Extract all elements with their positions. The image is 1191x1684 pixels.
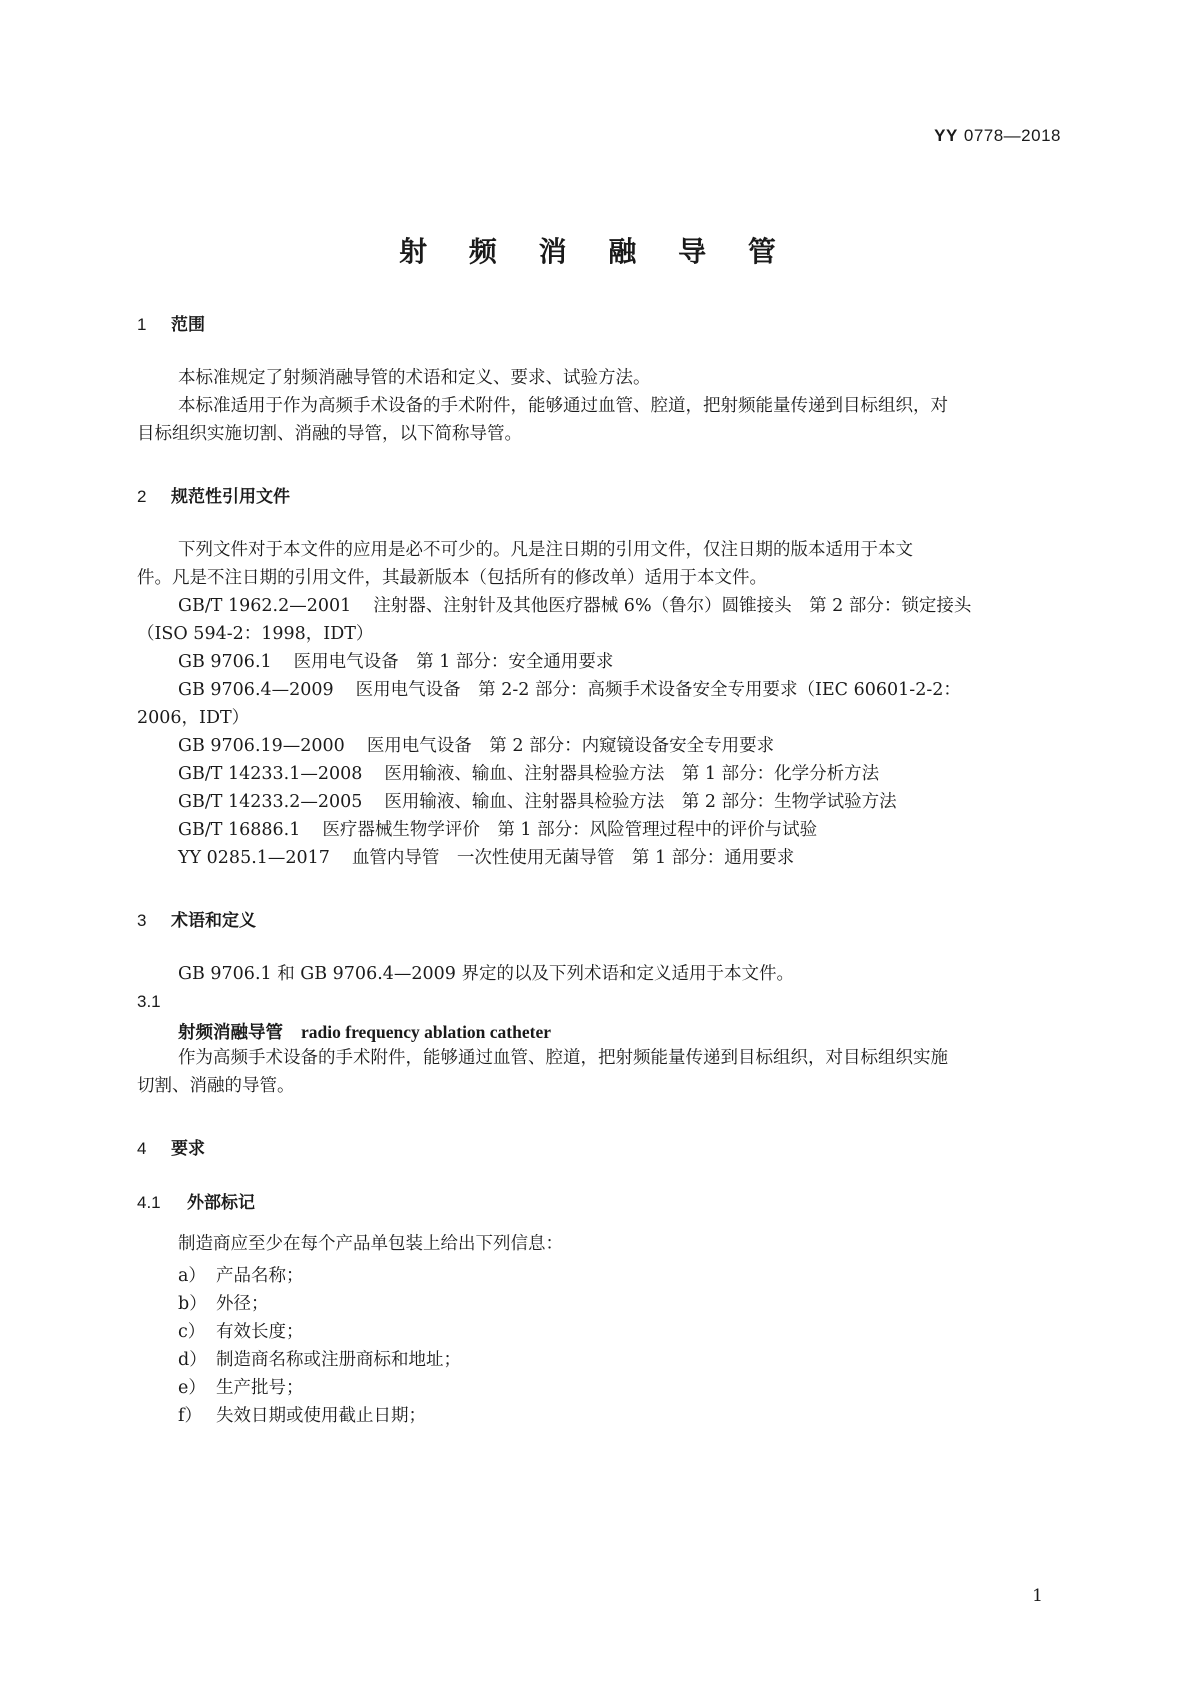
subsection-4-1-number: 4.1 <box>137 1193 161 1212</box>
section-4-number: 4 <box>137 1139 147 1158</box>
list-marker: e） <box>178 1378 206 1398</box>
reference-code: GB/T 14233.2—2005 <box>178 792 363 812</box>
section-1-paragraph-1: 本标准规定了射频消融导管的术语和定义、要求、试验方法。 <box>178 368 651 388</box>
reference-item <box>178 790 897 814</box>
list-item <box>178 1318 304 1343</box>
reference-item <box>178 678 961 702</box>
reference-continuation: （ISO 594-2：1998，IDT） <box>137 624 374 644</box>
list-marker: f） <box>178 1406 202 1426</box>
reference-code: YY 0285.1—2017 <box>178 848 330 868</box>
document-title: 射 频 消 融 导 管 <box>399 235 792 268</box>
list-item <box>178 1262 304 1287</box>
reference-item <box>178 734 774 758</box>
section-3-heading <box>137 906 256 931</box>
reference-title: 医用输液、输血、注射器具检验方法 第 2 部分：生物学试验方法 <box>384 792 897 812</box>
reference-title: 医用电气设备 第 2 部分：内窥镜设备安全专用要求 <box>366 736 775 756</box>
subsection-4-1-heading <box>137 1188 255 1213</box>
reference-code: GB 9706.4—2009 <box>178 680 334 700</box>
section-2-heading <box>137 482 290 507</box>
reference-code: GB 9706.19—2000 <box>178 736 345 756</box>
list-marker: c） <box>178 1322 206 1342</box>
list-item <box>178 1290 269 1315</box>
reference-title: 血管内导管 一次性使用无菌导管 第 1 部分：通用要求 <box>351 848 795 868</box>
list-marker: b） <box>178 1294 207 1314</box>
list-item <box>178 1346 461 1371</box>
term-definition-line-2: 切割、消融的导管。 <box>137 1076 295 1096</box>
term-definition-line-1: 作为高频手术设备的手术附件，能够通过血管、腔道，把射频能量传递到目标组织，对目标组织实施 <box>178 1048 948 1068</box>
reference-item <box>178 650 613 674</box>
list-marker: d） <box>178 1350 207 1370</box>
reference-item <box>178 762 879 786</box>
reference-code: GB/T 16886.1 <box>178 820 301 840</box>
section-3-number: 3 <box>137 911 147 930</box>
reference-item <box>178 594 971 618</box>
section-1-title: 范围 <box>171 315 205 335</box>
standard-number: 0778—2018 <box>963 126 1061 145</box>
section-2-intro-line-1: 下列文件对于本文件的应用是必不可少的。凡是注日期的引用文件，仅注日期的版本适用于本文 <box>178 540 913 560</box>
standard-code <box>934 126 1061 146</box>
list-text: 失效日期或使用截止日期； <box>216 1406 426 1426</box>
section-2-number: 2 <box>137 487 147 506</box>
list-text: 产品名称； <box>216 1266 304 1286</box>
reference-code: GB/T 14233.1—2008 <box>178 764 363 784</box>
list-item <box>178 1402 426 1427</box>
reference-item <box>178 818 817 842</box>
reference-item <box>178 846 794 870</box>
reference-title: 医用输液、输血、注射器具检验方法 第 1 部分：化学分析方法 <box>384 764 880 784</box>
term-heading <box>178 1019 551 1044</box>
list-text: 生产批号； <box>216 1378 304 1398</box>
section-1-number: 1 <box>137 315 147 334</box>
list-item <box>178 1374 304 1399</box>
reference-title: 医疗器械生物学评价 第 1 部分：风险管理过程中的评价与试验 <box>322 820 818 840</box>
list-text: 外径； <box>216 1294 269 1314</box>
page-number: 1 <box>1032 1586 1043 1606</box>
section-4-1-intro: 制造商应至少在每个产品单包装上给出下列信息： <box>178 1234 563 1254</box>
reference-continuation: 2006，IDT） <box>137 708 250 728</box>
term-english: radio frequency ablation catheter <box>301 1022 551 1042</box>
reference-title: 注射器、注射针及其他医疗器械 6%（鲁尔）圆锥接头 第 2 部分：锁定接头 <box>373 596 972 616</box>
section-4-title: 要求 <box>171 1139 205 1159</box>
list-text: 有效长度； <box>216 1322 304 1342</box>
section-1-paragraph-2-line-2: 目标组织实施切割、消融的导管，以下简称导管。 <box>137 424 522 444</box>
standard-prefix: YY <box>934 126 958 145</box>
subsection-4-1-title: 外部标记 <box>187 1193 255 1213</box>
section-2-title: 规范性引用文件 <box>171 487 290 507</box>
section-2-intro-line-2: 件。凡是不注日期的引用文件，其最新版本（包括所有的修改单）适用于本文件。 <box>137 568 767 588</box>
section-1-paragraph-2-line-1: 本标准适用于作为高频手术设备的手术附件，能够通过血管、腔道，把射频能量传递到目标组织，对 <box>178 396 948 416</box>
section-3-intro: GB 9706.1 和 GB 9706.4—2009 界定的以及下列术语和定义适用于本文件。 <box>178 964 794 984</box>
reference-title: 医用电气设备 第 1 部分：安全通用要求 <box>293 652 614 672</box>
reference-code: GB/T 1962.2—2001 <box>178 596 352 616</box>
section-1-heading <box>137 310 205 335</box>
reference-title: 医用电气设备 第 2-2 部分：高频手术设备安全专用要求（IEC 60601-2-2： <box>355 680 961 700</box>
list-text: 制造商名称或注册商标和地址； <box>216 1350 461 1370</box>
list-marker: a） <box>178 1266 206 1286</box>
term-clause-number: 3.1 <box>137 992 161 1011</box>
term-chinese: 射频消融导管 <box>178 1023 283 1043</box>
section-4-heading <box>137 1134 205 1159</box>
section-3-title: 术语和定义 <box>171 911 256 931</box>
reference-code: GB 9706.1 <box>178 652 272 672</box>
